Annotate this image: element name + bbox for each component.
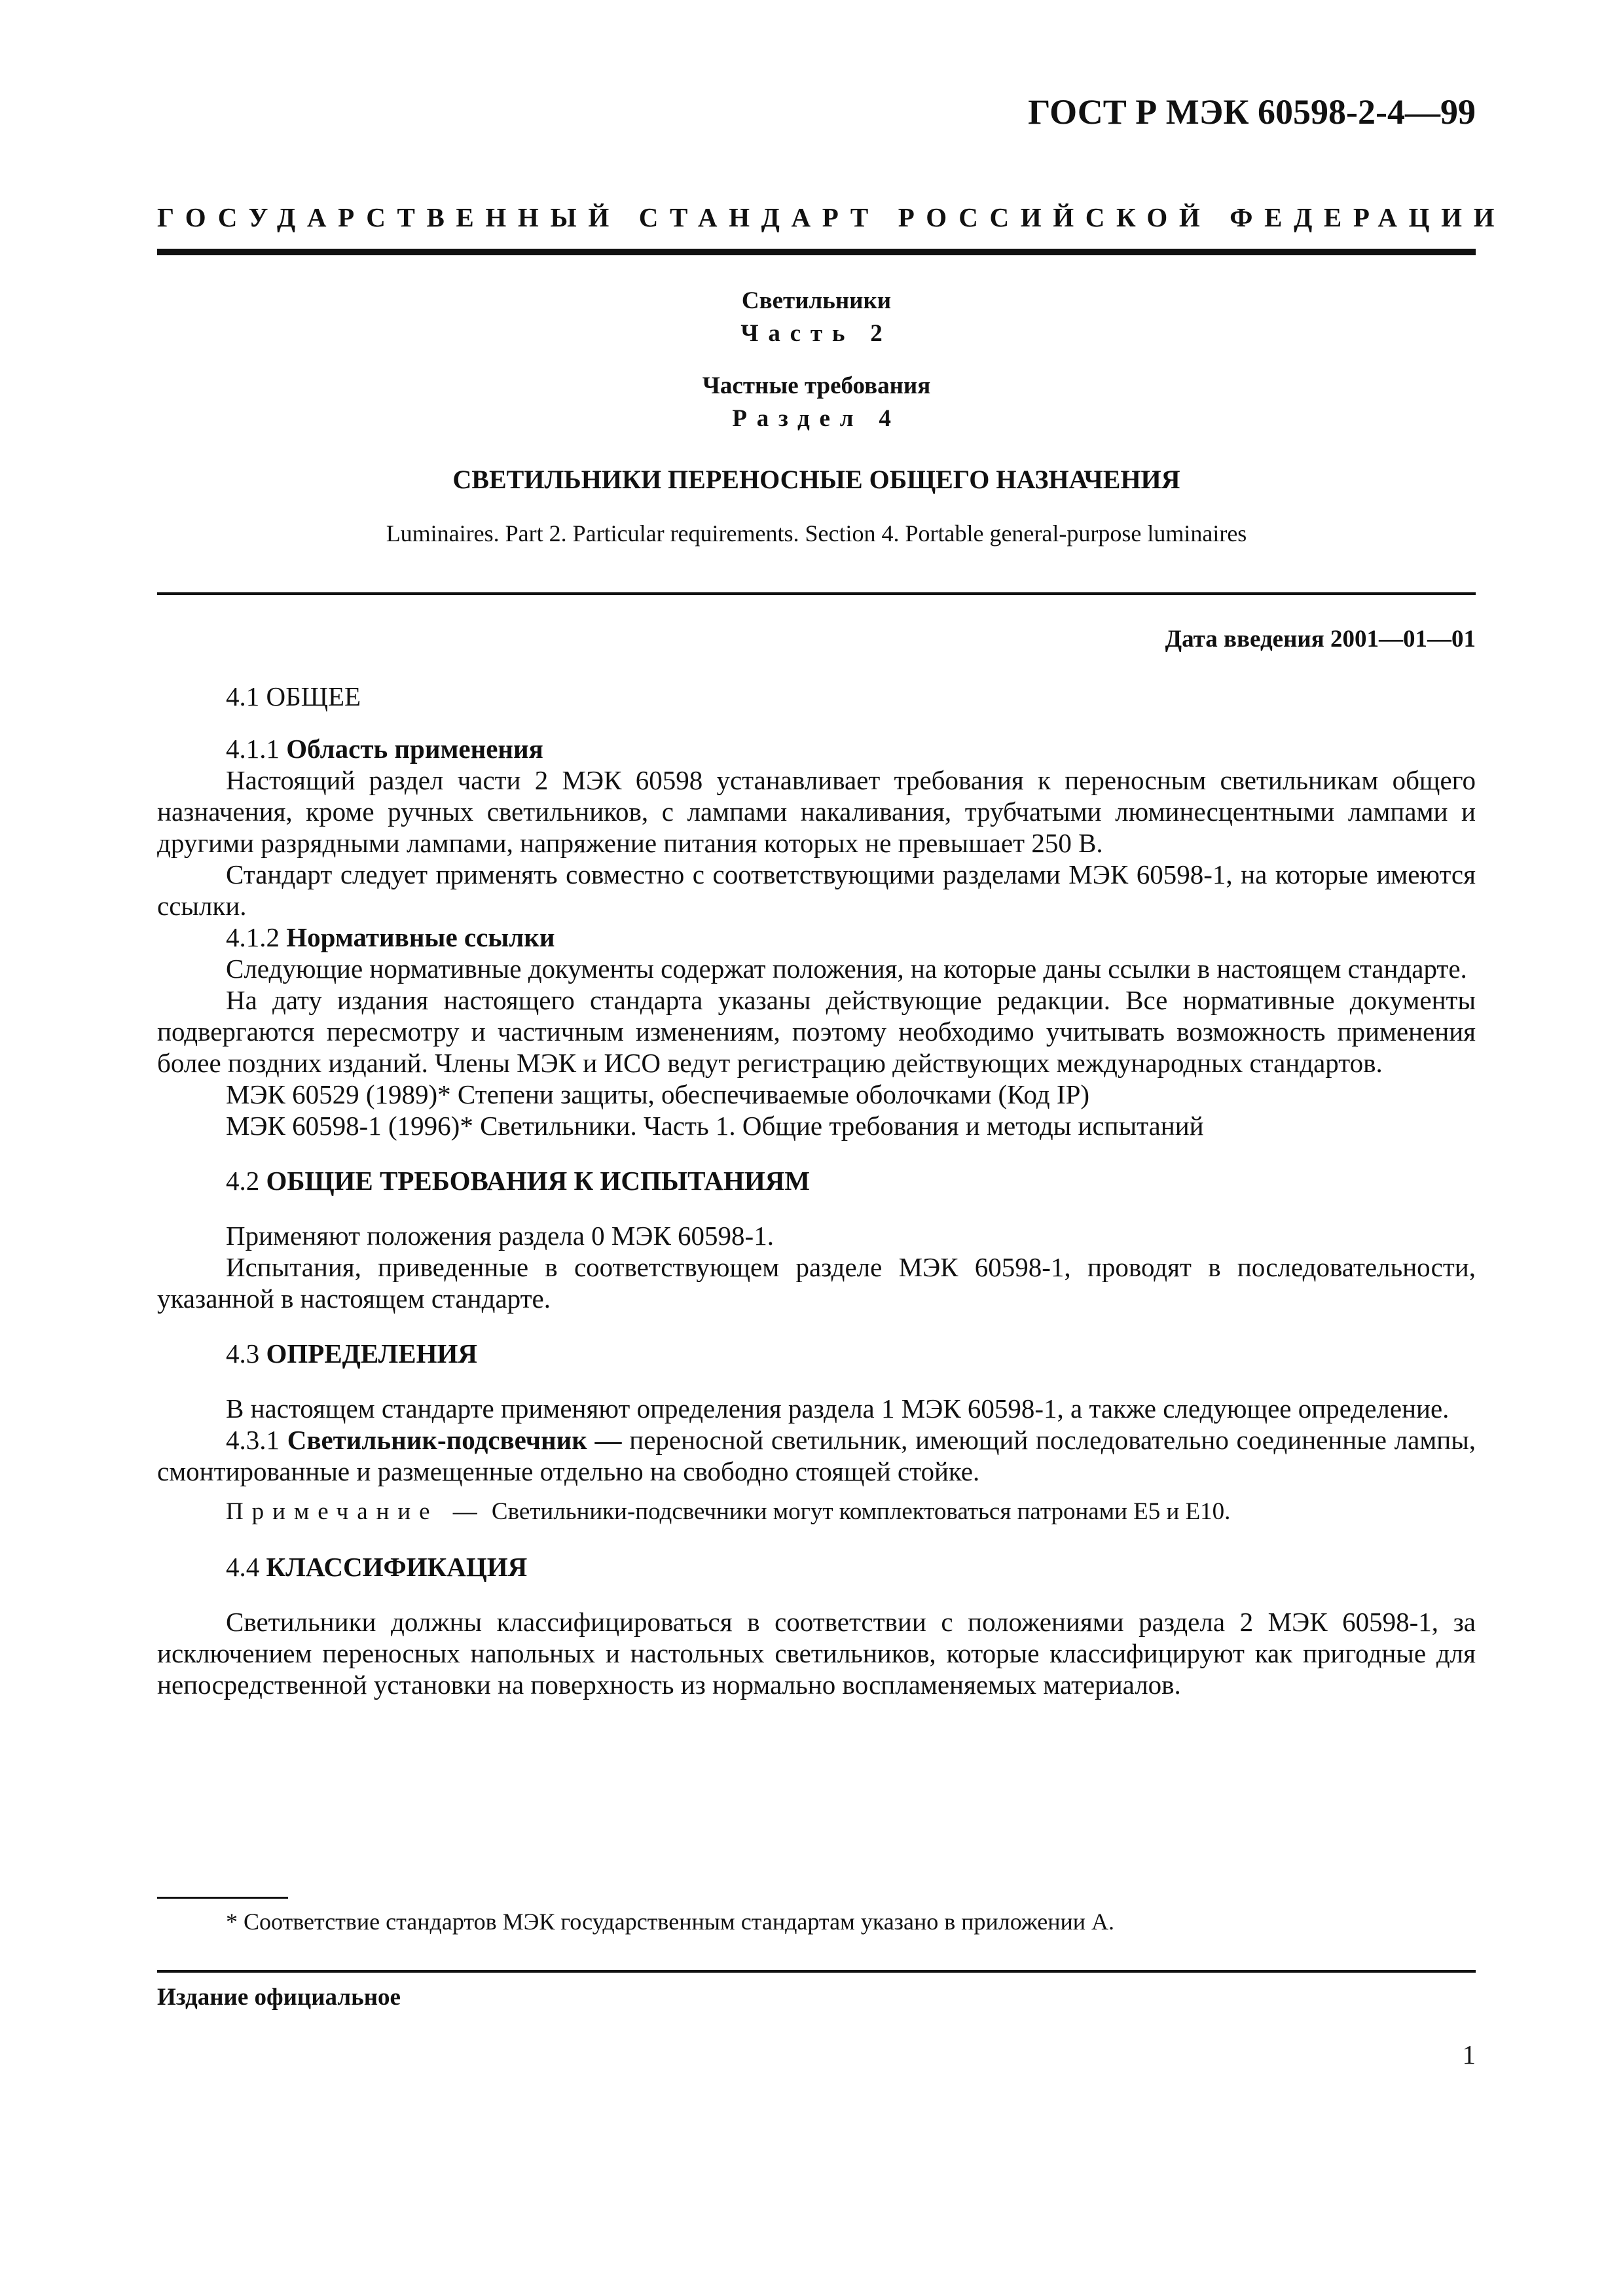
footnote-separator xyxy=(157,1897,288,1899)
title-line-4: Раздел 4 xyxy=(732,405,901,432)
section-number: 4.4 xyxy=(226,1552,260,1582)
section-4-1-2-heading xyxy=(157,922,1476,953)
section-number: 4.2 xyxy=(226,1166,260,1196)
paragraph: Испытания, приведенные в соответствующем разделе МЭК 60598-1, проводят в последовательности, указанной в настоящем стандарте. xyxy=(157,1252,1476,1314)
reference-item: МЭК 60598-1 (1996)* Светильники. Часть 1. Общие требования и методы испытаний xyxy=(226,1111,1204,1141)
paragraph: Следующие нормативные документы содержат положения, на которые даны ссылки в настоящем стандарте. xyxy=(226,954,1467,984)
section-number: 4.3 xyxy=(226,1338,260,1369)
defined-term: Светильник-подсвечник — xyxy=(287,1425,622,1455)
state-standard-title: ГОСУДАРСТВЕННЫЙ СТАНДАРТ РОССИЙСКОЙ ФЕДЕРАЦИИ xyxy=(157,202,1506,232)
section-title: Нормативные ссылки xyxy=(286,922,555,952)
main-title: СВЕТИЛЬНИКИ ПЕРЕНОСНЫЕ ОБЩЕГО НАЗНАЧЕНИЯ xyxy=(452,465,1180,494)
note-text: Светильники-подсвечники могут комплектоваться патронами Е5 и Е10. xyxy=(485,1498,1231,1525)
title-line-2: Часть 2 xyxy=(740,320,892,347)
section-title: ОБЩИЕ ТРЕБОВАНИЯ К ИСПЫТАНИЯМ xyxy=(266,1166,811,1196)
title-line-3: Частные требования xyxy=(702,372,931,399)
title-block xyxy=(157,285,1476,547)
paragraph: Применяют положения раздела 0 МЭК 60598-1. xyxy=(226,1221,774,1251)
section-title: КЛАССИФИКАЦИЯ xyxy=(266,1552,528,1582)
footnote: * Соответствие стандартов МЭК государственным стандартам указано в приложении А. xyxy=(226,1909,1114,1935)
paragraph: Настоящий раздел части 2 МЭК 60598 устанавливает требования к переносным светильникам общего назначения, кроме ручных светильников, с лампами накаливания, трубчатыми люминесцентными лампами и другими разрядными лампами, напряжение питания которых не превышает 250 В. xyxy=(157,765,1476,858)
page-number: 1 xyxy=(1462,2039,1476,2070)
edition-label: Издание официальное xyxy=(157,1984,401,2011)
section-4-1-heading xyxy=(157,681,1476,712)
section-number: 4.1 xyxy=(226,681,260,711)
section-4-3-heading xyxy=(157,1338,1476,1369)
section-number: 4.1.2 xyxy=(226,922,280,952)
footer-rule xyxy=(157,1970,1476,1973)
paragraph: Светильники должны классифицироваться в соответствии с положениями раздела 2 МЭК 60598-1, за исключением переносных напольных и настольных светильников, которые классифицируют как пригодные для непосредственной установки на поверхность из нормально воспламеняемых материалов. xyxy=(157,1607,1476,1700)
paragraph: В настоящем стандарте применяют определения раздела 1 МЭК 60598-1, а также следующее определение. xyxy=(226,1393,1450,1424)
section-4-2-heading xyxy=(157,1165,1476,1196)
document-body xyxy=(157,681,1476,1700)
section-title: ОПРЕДЕЛЕНИЯ xyxy=(266,1338,477,1369)
english-title: Luminaires. Part 2. Particular requirements. Section 4. Portable general-purpose luminaires xyxy=(386,520,1247,547)
definition-paragraph xyxy=(157,1424,1476,1487)
title-rule xyxy=(157,592,1476,595)
title-line-1: Светильники xyxy=(741,287,892,314)
section-4-4-heading xyxy=(157,1551,1476,1583)
paragraph: Стандарт следует применять совместно с соответствующими разделами МЭК 60598-1, на которые имеются ссылки. xyxy=(157,859,1476,921)
section-4-1-1-heading xyxy=(157,733,1476,764)
introduction-date: Дата введения 2001—01—01 xyxy=(1165,626,1476,653)
definition-text: переносной светильник, имеющий последовательно соединенные лампы, смонтированные и размещенные отдельно на свободно стоящей стойке. xyxy=(157,1425,1476,1486)
section-title: Область применения xyxy=(286,734,543,764)
header-rule xyxy=(157,249,1476,255)
section-number: 4.1.1 xyxy=(226,734,280,764)
reference-item: МЭК 60529 (1989)* Степени защиты, обеспечиваемые оболочками (Код IP) xyxy=(226,1079,1090,1109)
document-code: ГОСТ Р МЭК 60598-2-4—99 xyxy=(1028,92,1476,132)
note xyxy=(157,1496,1476,1528)
note-label: Примечание — xyxy=(226,1498,486,1525)
section-number: 4.3.1 xyxy=(226,1425,280,1455)
section-title: ОБЩЕЕ xyxy=(266,681,361,711)
paragraph: На дату издания настоящего стандарта указаны действующие редакции. Все нормативные документы подвергаются пересмотру и частичным изменениям, поэтому необходимо учитывать возможность применения более поздних изданий. Члены МЭК и ИСО ведут регистрацию действующих международных стандартов. xyxy=(157,985,1476,1078)
